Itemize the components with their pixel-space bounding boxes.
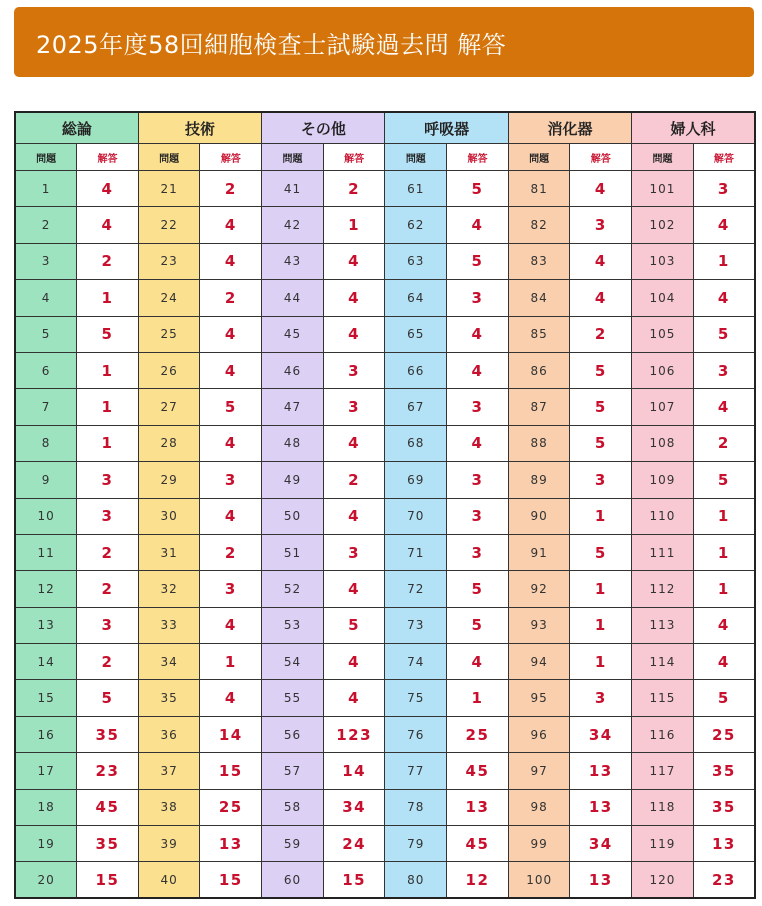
answer-value: 2 [570,316,632,352]
table-row [15,534,755,570]
answer-value: 13 [570,753,632,789]
table-row [15,280,755,316]
question-number: 38 [138,789,200,825]
answer-value: 3 [323,534,385,570]
question-number: 107 [632,389,694,425]
question-number: 36 [138,716,200,752]
answer-value: 13 [200,826,262,862]
answer-value: 2 [323,462,385,498]
answer-value: 4 [323,280,385,316]
question-number: 103 [632,243,694,279]
question-number: 61 [385,171,447,207]
question-number: 60 [262,862,324,898]
question-number: 65 [385,316,447,352]
answer-value: 5 [570,534,632,570]
answer-value: 2 [77,644,139,680]
answer-value: 2 [693,425,755,461]
answer-value: 45 [447,826,509,862]
answer-value: 4 [693,389,755,425]
question-number: 53 [262,607,324,643]
answer-value: 4 [447,352,509,388]
answer-value: 5 [693,462,755,498]
question-number: 88 [508,425,570,461]
question-number: 87 [508,389,570,425]
answer-value: 5 [693,316,755,352]
answer-column-header: 解答 [447,144,509,171]
answer-table-body [15,171,755,899]
question-column-header: 問題 [385,144,447,171]
answer-value: 3 [447,534,509,570]
answer-value: 3 [447,389,509,425]
question-number: 59 [262,826,324,862]
question-number: 34 [138,644,200,680]
answer-value: 5 [447,171,509,207]
question-number: 64 [385,280,447,316]
question-number: 9 [15,462,77,498]
answer-value: 4 [447,425,509,461]
answer-value: 4 [200,243,262,279]
answer-value: 25 [693,716,755,752]
answer-value: 4 [693,607,755,643]
question-number: 55 [262,680,324,716]
answer-value: 12 [447,862,509,898]
question-number: 73 [385,607,447,643]
question-number: 118 [632,789,694,825]
question-column-header: 問題 [632,144,694,171]
question-number: 120 [632,862,694,898]
answer-value: 3 [570,680,632,716]
answer-value: 35 [693,753,755,789]
table-row [15,498,755,534]
answer-value: 1 [570,571,632,607]
question-number: 43 [262,243,324,279]
question-number: 17 [15,753,77,789]
answer-value: 2 [77,571,139,607]
answer-value: 5 [693,680,755,716]
question-number: 91 [508,534,570,570]
answer-value: 4 [570,280,632,316]
answer-value: 4 [200,680,262,716]
answer-value: 15 [200,862,262,898]
answer-value: 4 [200,498,262,534]
answer-value: 15 [323,862,385,898]
question-number: 5 [15,316,77,352]
question-number: 66 [385,352,447,388]
question-number: 15 [15,680,77,716]
table-row [15,316,755,352]
question-number: 109 [632,462,694,498]
question-number: 12 [15,571,77,607]
page-title: 2025年度58回細胞検査士試験過去問 解答 [36,30,507,59]
answer-value: 2 [77,534,139,570]
question-number: 50 [262,498,324,534]
question-number: 95 [508,680,570,716]
question-number: 47 [262,389,324,425]
answer-value: 2 [200,534,262,570]
answer-value: 3 [447,280,509,316]
answer-value: 4 [77,207,139,243]
answer-value: 1 [570,644,632,680]
answer-value: 1 [77,352,139,388]
answer-value: 4 [693,280,755,316]
question-number: 102 [632,207,694,243]
answer-value: 35 [693,789,755,825]
question-number: 54 [262,644,324,680]
category-header: その他 [262,112,385,144]
question-number: 96 [508,716,570,752]
question-number: 21 [138,171,200,207]
question-number: 71 [385,534,447,570]
question-number: 56 [262,716,324,752]
question-number: 77 [385,753,447,789]
table-row [15,862,755,898]
question-column-header: 問題 [138,144,200,171]
question-number: 101 [632,171,694,207]
answer-value: 1 [570,498,632,534]
question-number: 76 [385,716,447,752]
question-number: 28 [138,425,200,461]
question-number: 79 [385,826,447,862]
question-number: 31 [138,534,200,570]
answer-value: 4 [693,207,755,243]
question-number: 68 [385,425,447,461]
table-row [15,753,755,789]
answer-value: 3 [570,462,632,498]
answer-value: 5 [323,607,385,643]
question-number: 90 [508,498,570,534]
answer-value: 15 [200,753,262,789]
answer-value: 5 [77,316,139,352]
answer-value: 4 [570,243,632,279]
answer-value: 5 [570,389,632,425]
question-number: 22 [138,207,200,243]
answer-value: 2 [323,171,385,207]
answer-value: 45 [77,789,139,825]
question-number: 94 [508,644,570,680]
answer-value: 4 [323,498,385,534]
answer-value: 4 [200,352,262,388]
question-number: 89 [508,462,570,498]
answer-value: 2 [200,280,262,316]
answer-value: 25 [447,716,509,752]
answer-value: 4 [447,644,509,680]
answer-value: 1 [693,571,755,607]
question-number: 32 [138,571,200,607]
question-number: 41 [262,171,324,207]
question-number: 1 [15,171,77,207]
answer-value: 23 [77,753,139,789]
question-number: 13 [15,607,77,643]
question-number: 106 [632,352,694,388]
question-number: 108 [632,425,694,461]
answer-value: 3 [447,498,509,534]
question-number: 58 [262,789,324,825]
subheader-row [15,144,755,171]
answer-value: 34 [570,716,632,752]
answer-value: 25 [200,789,262,825]
answer-value: 13 [693,826,755,862]
question-number: 24 [138,280,200,316]
question-number: 104 [632,280,694,316]
question-number: 78 [385,789,447,825]
question-number: 83 [508,243,570,279]
question-number: 117 [632,753,694,789]
answer-value: 35 [77,826,139,862]
table-row [15,789,755,825]
table-row [15,826,755,862]
answer-value: 4 [447,316,509,352]
question-number: 75 [385,680,447,716]
answer-value: 14 [323,753,385,789]
page-title-banner [14,7,754,77]
question-number: 46 [262,352,324,388]
question-number: 113 [632,607,694,643]
question-number: 72 [385,571,447,607]
question-number: 7 [15,389,77,425]
answer-column-header: 解答 [77,144,139,171]
answer-value: 4 [200,607,262,643]
answer-value: 123 [323,716,385,752]
question-number: 51 [262,534,324,570]
answer-value: 2 [77,243,139,279]
table-row [15,607,755,643]
table-row [15,352,755,388]
answer-column-header: 解答 [323,144,385,171]
answer-value: 13 [570,789,632,825]
question-number: 33 [138,607,200,643]
answer-value: 1 [323,207,385,243]
answer-value: 3 [323,352,385,388]
answer-value: 35 [77,716,139,752]
question-number: 25 [138,316,200,352]
answer-value: 34 [570,826,632,862]
answer-value: 5 [570,425,632,461]
question-number: 67 [385,389,447,425]
question-number: 6 [15,352,77,388]
answer-value: 3 [77,498,139,534]
answer-value: 4 [200,316,262,352]
question-number: 62 [385,207,447,243]
answer-value: 34 [323,789,385,825]
answer-value: 4 [693,644,755,680]
question-number: 2 [15,207,77,243]
table-row [15,171,755,207]
question-number: 84 [508,280,570,316]
question-number: 40 [138,862,200,898]
table-row [15,425,755,461]
question-number: 93 [508,607,570,643]
answer-value: 1 [200,644,262,680]
answer-value: 5 [200,389,262,425]
question-number: 92 [508,571,570,607]
answer-value: 1 [693,534,755,570]
question-number: 14 [15,644,77,680]
question-number: 44 [262,280,324,316]
question-number: 10 [15,498,77,534]
category-header: 消化器 [508,112,631,144]
answer-value: 4 [323,425,385,461]
answer-column-header: 解答 [200,144,262,171]
answer-value: 13 [570,862,632,898]
answer-value: 1 [77,389,139,425]
question-number: 18 [15,789,77,825]
category-header: 呼吸器 [385,112,508,144]
answer-value: 4 [323,680,385,716]
question-number: 20 [15,862,77,898]
question-number: 81 [508,171,570,207]
question-number: 110 [632,498,694,534]
table-row [15,389,755,425]
answer-value: 1 [77,280,139,316]
question-number: 23 [138,243,200,279]
question-number: 4 [15,280,77,316]
answer-value: 3 [693,171,755,207]
question-number: 70 [385,498,447,534]
answer-value: 1 [693,498,755,534]
question-number: 26 [138,352,200,388]
question-number: 37 [138,753,200,789]
question-number: 11 [15,534,77,570]
question-number: 85 [508,316,570,352]
question-number: 35 [138,680,200,716]
question-number: 3 [15,243,77,279]
answer-value: 3 [693,352,755,388]
question-number: 97 [508,753,570,789]
answer-value: 24 [323,826,385,862]
answer-value: 3 [77,462,139,498]
answer-value: 2 [200,171,262,207]
question-number: 99 [508,826,570,862]
answer-value: 4 [447,207,509,243]
answer-value: 13 [447,789,509,825]
question-number: 112 [632,571,694,607]
answer-value: 1 [77,425,139,461]
question-number: 49 [262,462,324,498]
question-column-header: 問題 [508,144,570,171]
question-number: 115 [632,680,694,716]
question-number: 100 [508,862,570,898]
category-header-row [15,112,755,144]
table-row [15,680,755,716]
answer-value: 23 [693,862,755,898]
answer-value: 3 [447,462,509,498]
question-number: 105 [632,316,694,352]
question-number: 82 [508,207,570,243]
answer-value: 45 [447,753,509,789]
answer-value: 4 [200,425,262,461]
question-number: 19 [15,826,77,862]
answer-value: 3 [200,571,262,607]
question-number: 114 [632,644,694,680]
answer-value: 4 [323,644,385,680]
question-number: 29 [138,462,200,498]
question-number: 39 [138,826,200,862]
question-number: 98 [508,789,570,825]
question-number: 116 [632,716,694,752]
category-header: 婦人科 [632,112,755,144]
answer-value: 3 [77,607,139,643]
question-number: 27 [138,389,200,425]
answer-value: 4 [570,171,632,207]
answer-value: 4 [323,243,385,279]
answer-value: 5 [77,680,139,716]
table-row [15,207,755,243]
answer-column-header: 解答 [570,144,632,171]
answer-value: 4 [77,171,139,207]
answer-value: 15 [77,862,139,898]
answer-value: 14 [200,716,262,752]
question-number: 30 [138,498,200,534]
answer-value: 1 [693,243,755,279]
answer-value: 3 [570,207,632,243]
question-number: 52 [262,571,324,607]
answer-value: 3 [200,462,262,498]
table-row [15,571,755,607]
table-row [15,462,755,498]
table-row [15,243,755,279]
question-number: 8 [15,425,77,461]
answer-value: 4 [323,571,385,607]
category-header: 技術 [138,112,261,144]
category-header: 総論 [15,112,138,144]
table-row [15,644,755,680]
question-column-header: 問題 [262,144,324,171]
question-number: 16 [15,716,77,752]
question-number: 111 [632,534,694,570]
question-number: 57 [262,753,324,789]
answer-value: 4 [323,316,385,352]
question-column-header: 問題 [15,144,77,171]
question-number: 42 [262,207,324,243]
answer-value: 5 [570,352,632,388]
question-number: 119 [632,826,694,862]
answer-value: 5 [447,607,509,643]
question-number: 86 [508,352,570,388]
question-number: 74 [385,644,447,680]
answer-value: 3 [323,389,385,425]
question-number: 63 [385,243,447,279]
answer-value: 5 [447,571,509,607]
answer-table [14,111,756,899]
answer-value: 1 [447,680,509,716]
question-number: 48 [262,425,324,461]
answer-value: 4 [200,207,262,243]
question-number: 45 [262,316,324,352]
table-row [15,716,755,752]
answer-value: 5 [447,243,509,279]
question-number: 80 [385,862,447,898]
question-number: 69 [385,462,447,498]
answer-value: 1 [570,607,632,643]
answer-column-header: 解答 [693,144,755,171]
